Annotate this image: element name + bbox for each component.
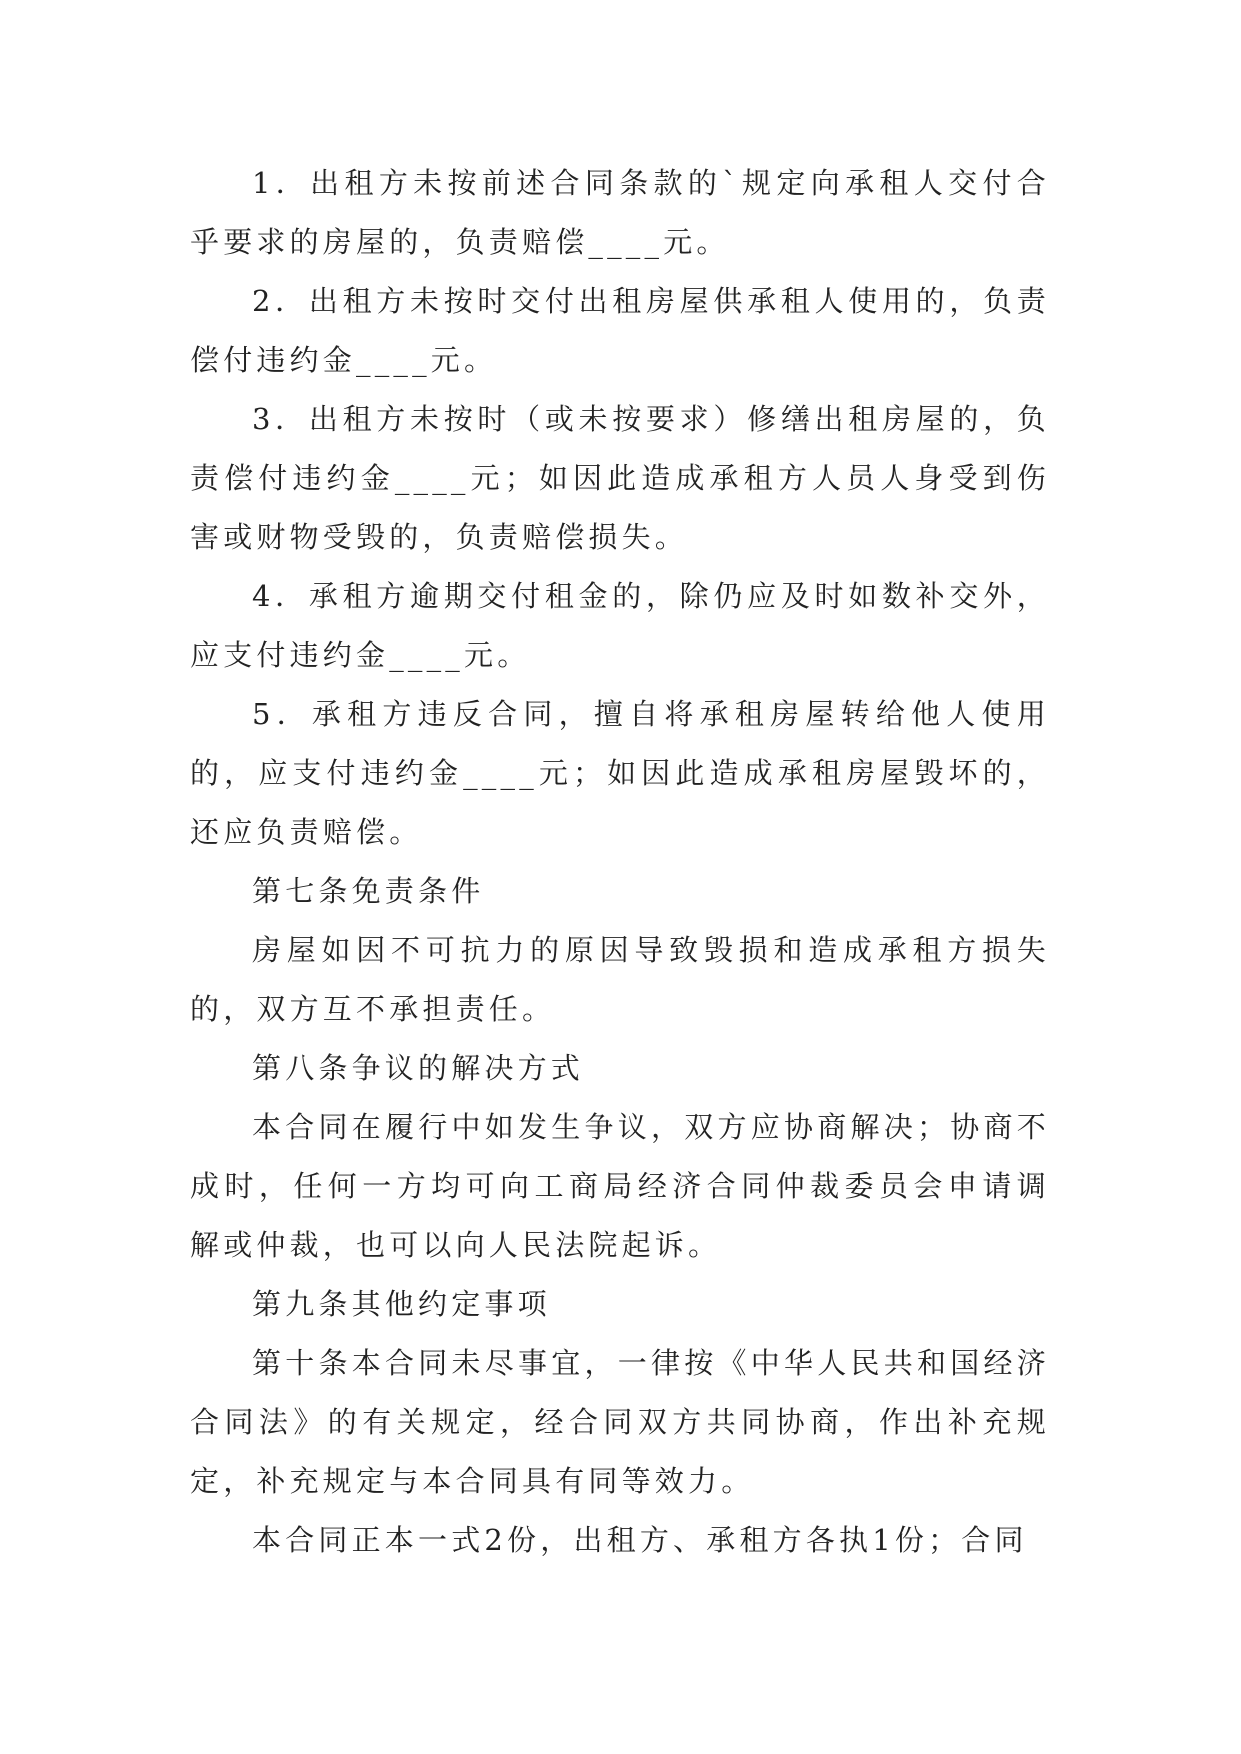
clause-item-1: 1．出租方未按前述合同条款的`规定向承租人交付合乎要求的房屋的，负责赔偿____元。 xyxy=(190,166,1050,259)
clause-item-4: 4．承租方逾期交付租金的，除仍应及时如数补交外，应支付违约金____元。 xyxy=(190,579,1050,672)
clause-item-2: 2．出租方未按时交付出租房屋供承租人使用的，负责偿付违约金____元。 xyxy=(190,284,1050,377)
copies-paragraph: 本合同正本一式2份，出租方、承租方各执1份；合同 xyxy=(252,1523,1028,1557)
article-9-heading: 第九条其他约定事项 xyxy=(252,1287,551,1321)
clause-item-3: 3．出租方未按时（或未按要求）修缮出租房屋的，负责偿付违约金____元；如因此造成承租方人员人身受到伤害或财物受毁的，负责赔偿损失。 xyxy=(190,402,1050,554)
article-7-heading: 第七条免责条件 xyxy=(252,874,485,908)
article-8-body: 本合同在履行中如发生争议，双方应协商解决；协商不成时，任何一方均可向工商局经济合同仲裁委员会申请调解或仲裁，也可以向人民法院起诉。 xyxy=(190,1110,1050,1262)
clause-item-5: 5．承租方违反合同，擅自将承租房屋转给他人使用的，应支付违约金____元；如因此造成承租房屋毁坏的，还应负责赔偿。 xyxy=(190,697,1050,849)
document-page xyxy=(190,154,1050,1570)
article-10-body: 第十条本合同未尽事宜，一律按《中华人民共和国经济合同法》的有关规定，经合同双方共同协商，作出补充规定，补充规定与本合同具有同等效力。 xyxy=(190,1346,1050,1498)
article-8-heading: 第八条争议的解决方式 xyxy=(252,1051,585,1085)
article-7-body: 房屋如因不可抗力的原因导致毁损和造成承租方损失的，双方互不承担责任。 xyxy=(190,933,1050,1026)
